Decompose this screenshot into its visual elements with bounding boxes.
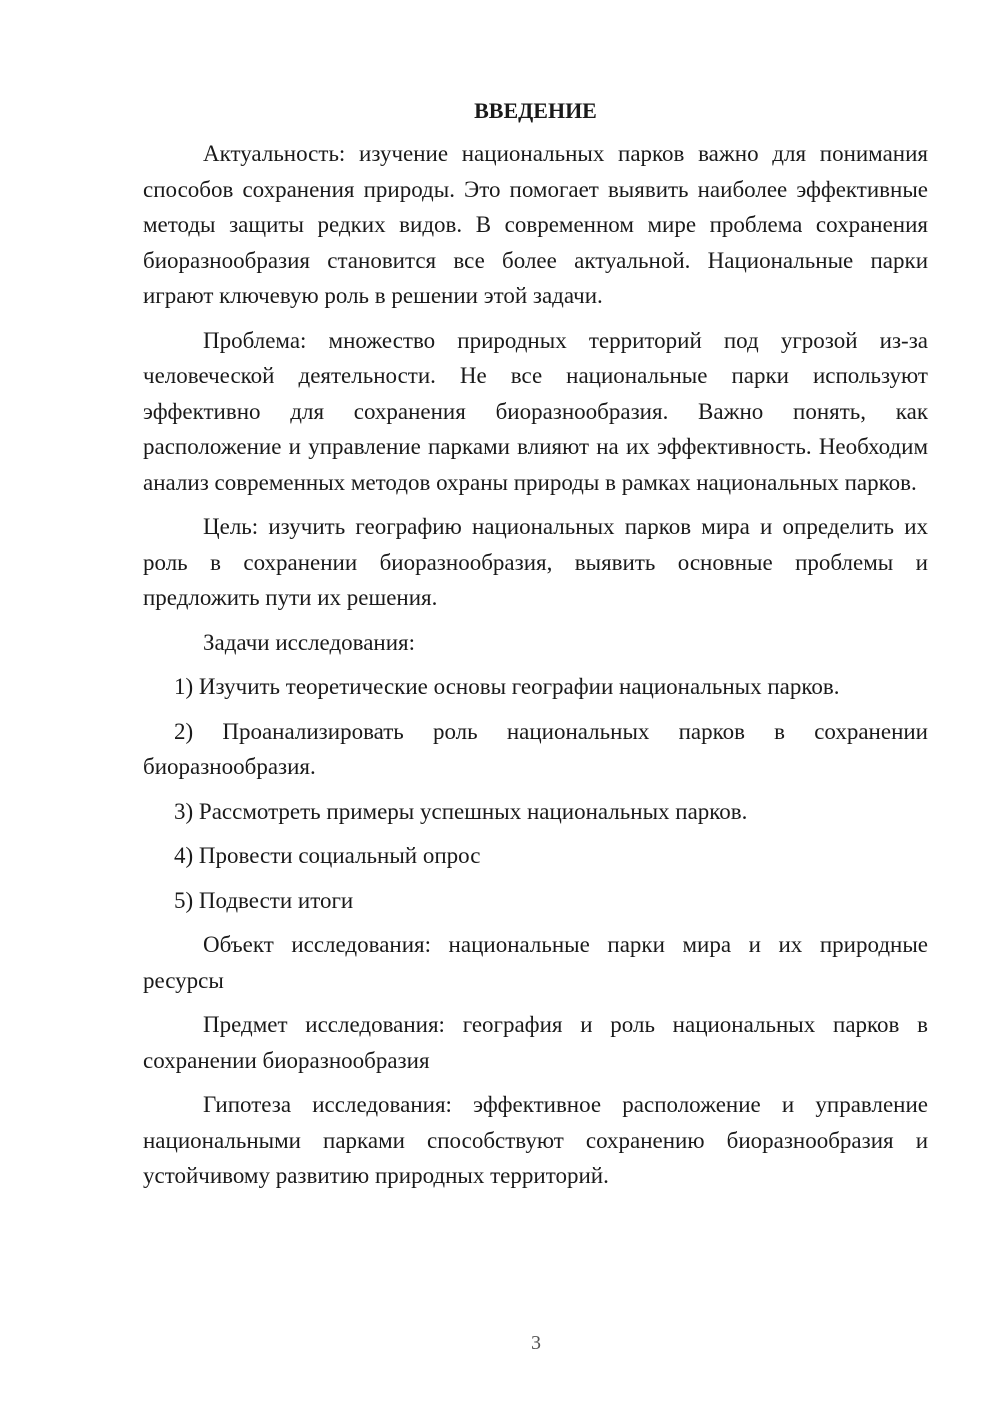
goal-paragraph: Цель: изучить географию национальных парков мира и определить их роль в сохранении биоразнообразия, выявить основные проблемы и предложить пути их решения. bbox=[143, 514, 928, 610]
relevance-paragraph: Актуальность: изучение национальных парков важно для понимания способов сохранения природы. Это помогает выявить наиболее эффективные методы защиты редких видов. В современном мире проблема сохранения биоразнообразия становится все более актуальной. Национальные парки играют ключевую роль в решении этой задачи. bbox=[143, 141, 928, 308]
page-number: 3 bbox=[531, 1332, 541, 1354]
problem-paragraph: Проблема: множество природных территорий под угрозой из-за человеческой деятельности. Не все национальные парки используют эффективно для сохранения биоразнообразия. Важно понять, как расположение и управление парками влияют на их эффективность. Необходим анализ современных методов охраны природы в рамках национальных парков. bbox=[143, 327, 928, 495]
hypothesis-paragraph: Гипотеза исследования: эффективное расположение и управление национальными парками способствуют сохранению биоразнообразия и устойчивому развитию природных территорий. bbox=[143, 1092, 928, 1188]
section-heading: ВВЕДЕНИЕ bbox=[474, 98, 597, 123]
subject-paragraph: Предмет исследования: география и роль национальных парков в сохранении биоразнообразия bbox=[143, 1012, 928, 1073]
task-item-2: 2) Проанализировать роль национальных парков в сохранении биоразнообразия. bbox=[143, 718, 928, 779]
object-paragraph: Объект исследования: национальные парки мира и их природные ресурсы bbox=[143, 932, 928, 993]
task-item-4: 4) Провести социальный опрос bbox=[174, 843, 481, 868]
task-item-1: 1) Изучить теоретические основы географии национальных парков. bbox=[174, 674, 840, 699]
task-item-5: 5) Подвести итоги bbox=[174, 887, 354, 913]
tasks-title: Задачи исследования: bbox=[203, 629, 416, 655]
task-item-3: 3) Рассмотреть примеры успешных национальных парков. bbox=[174, 798, 748, 824]
page-content bbox=[143, 94, 928, 1203]
